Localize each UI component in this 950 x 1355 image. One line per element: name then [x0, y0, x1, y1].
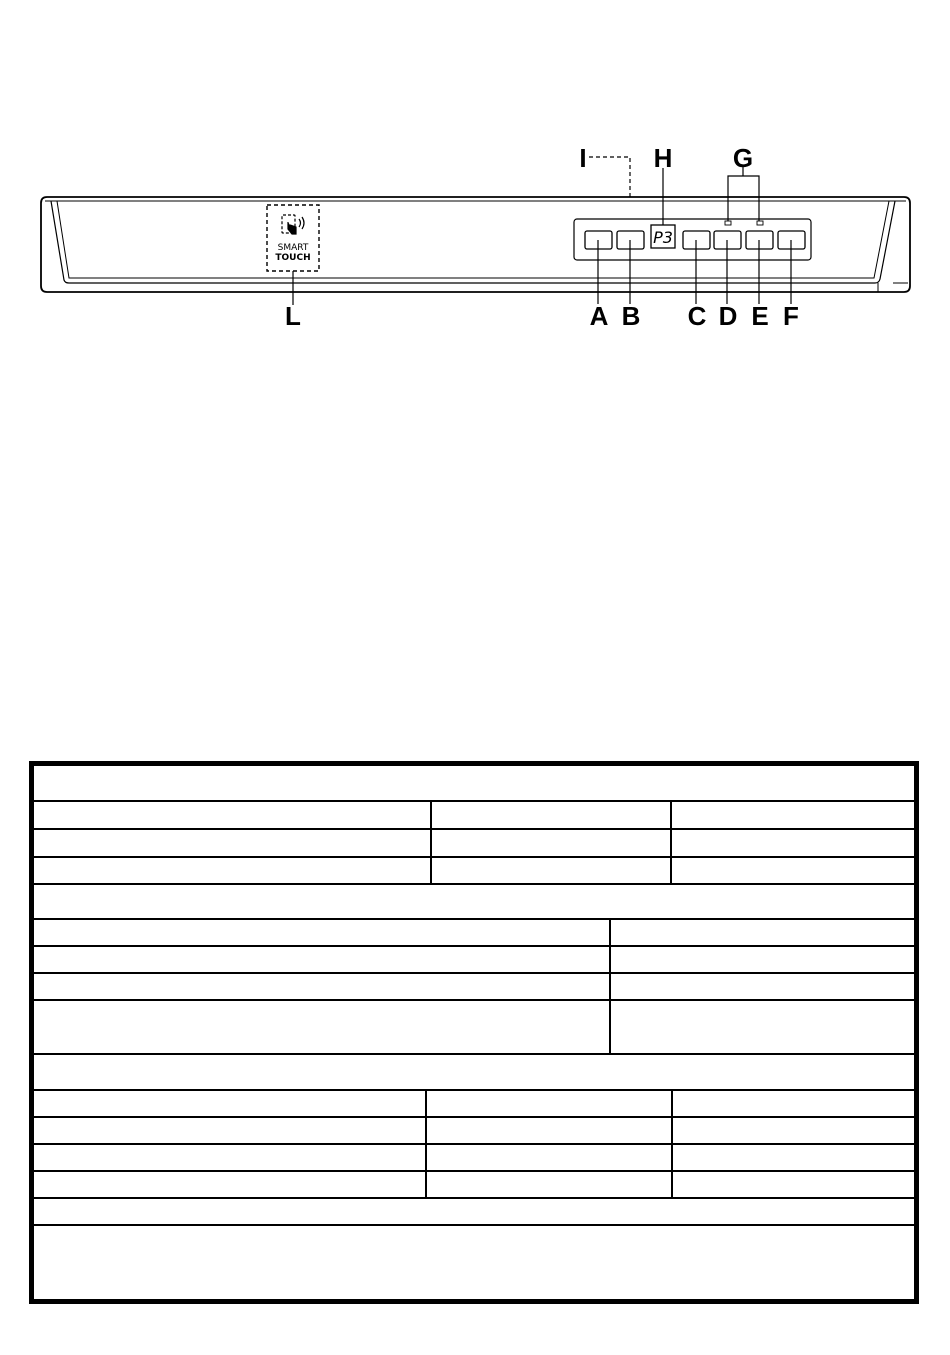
table-cell [609, 1001, 914, 1053]
table-row [34, 1118, 914, 1145]
table-cell [609, 947, 914, 972]
table-row [34, 1091, 914, 1118]
table-cell [670, 858, 914, 883]
panel-body [41, 197, 910, 292]
table-cell [430, 830, 670, 856]
callout-l: L [285, 301, 301, 331]
table-footer-row [34, 1226, 914, 1299]
button-strip [574, 219, 811, 260]
callout-b: B [621, 301, 641, 331]
callout-d: D [718, 301, 738, 331]
table-section-row [34, 1055, 914, 1091]
callout-c: C [687, 301, 707, 331]
table-row [34, 1172, 914, 1199]
smart-touch-area [267, 205, 319, 271]
nfc-phone-touch-icon [282, 215, 304, 234]
table-row [34, 802, 914, 830]
table-cell [425, 1118, 671, 1143]
table-section-row [34, 885, 914, 920]
table-cell [430, 802, 670, 828]
table-cell [425, 1172, 671, 1197]
table-row [34, 1001, 914, 1055]
table-cell [425, 1091, 671, 1116]
table-row [34, 858, 914, 885]
table-row [34, 920, 914, 947]
display-readout: P3 [653, 228, 673, 247]
smart-touch-label-line2: TOUCH [275, 253, 311, 263]
table-cell [425, 1145, 671, 1170]
table-cell [670, 802, 914, 828]
table-cell [671, 1091, 914, 1116]
table-cell [671, 1172, 914, 1197]
led-indicator-icon [757, 221, 763, 225]
table-cell [670, 830, 914, 856]
callout-a: A [589, 301, 609, 331]
table-row [34, 1145, 914, 1172]
table-header-row [34, 766, 914, 802]
table-cell [671, 1118, 914, 1143]
table-section-row [34, 1199, 914, 1226]
table-row [34, 947, 914, 974]
control-panel-diagram [0, 0, 950, 360]
table-row [34, 830, 914, 858]
table-cell [609, 920, 914, 945]
callout-g: G [732, 143, 754, 173]
smart-touch-label-line1: SMART [277, 243, 309, 253]
callout-e: E [751, 301, 769, 331]
callout-f: F [783, 301, 799, 331]
callout-h: H [653, 143, 673, 173]
table-cell [671, 1145, 914, 1170]
callout-i: I [579, 143, 587, 173]
led-indicator-icon [725, 221, 731, 225]
table-row [34, 974, 914, 1001]
table-cell [609, 974, 914, 999]
table-cell [430, 858, 670, 883]
empty-table [29, 761, 919, 1304]
